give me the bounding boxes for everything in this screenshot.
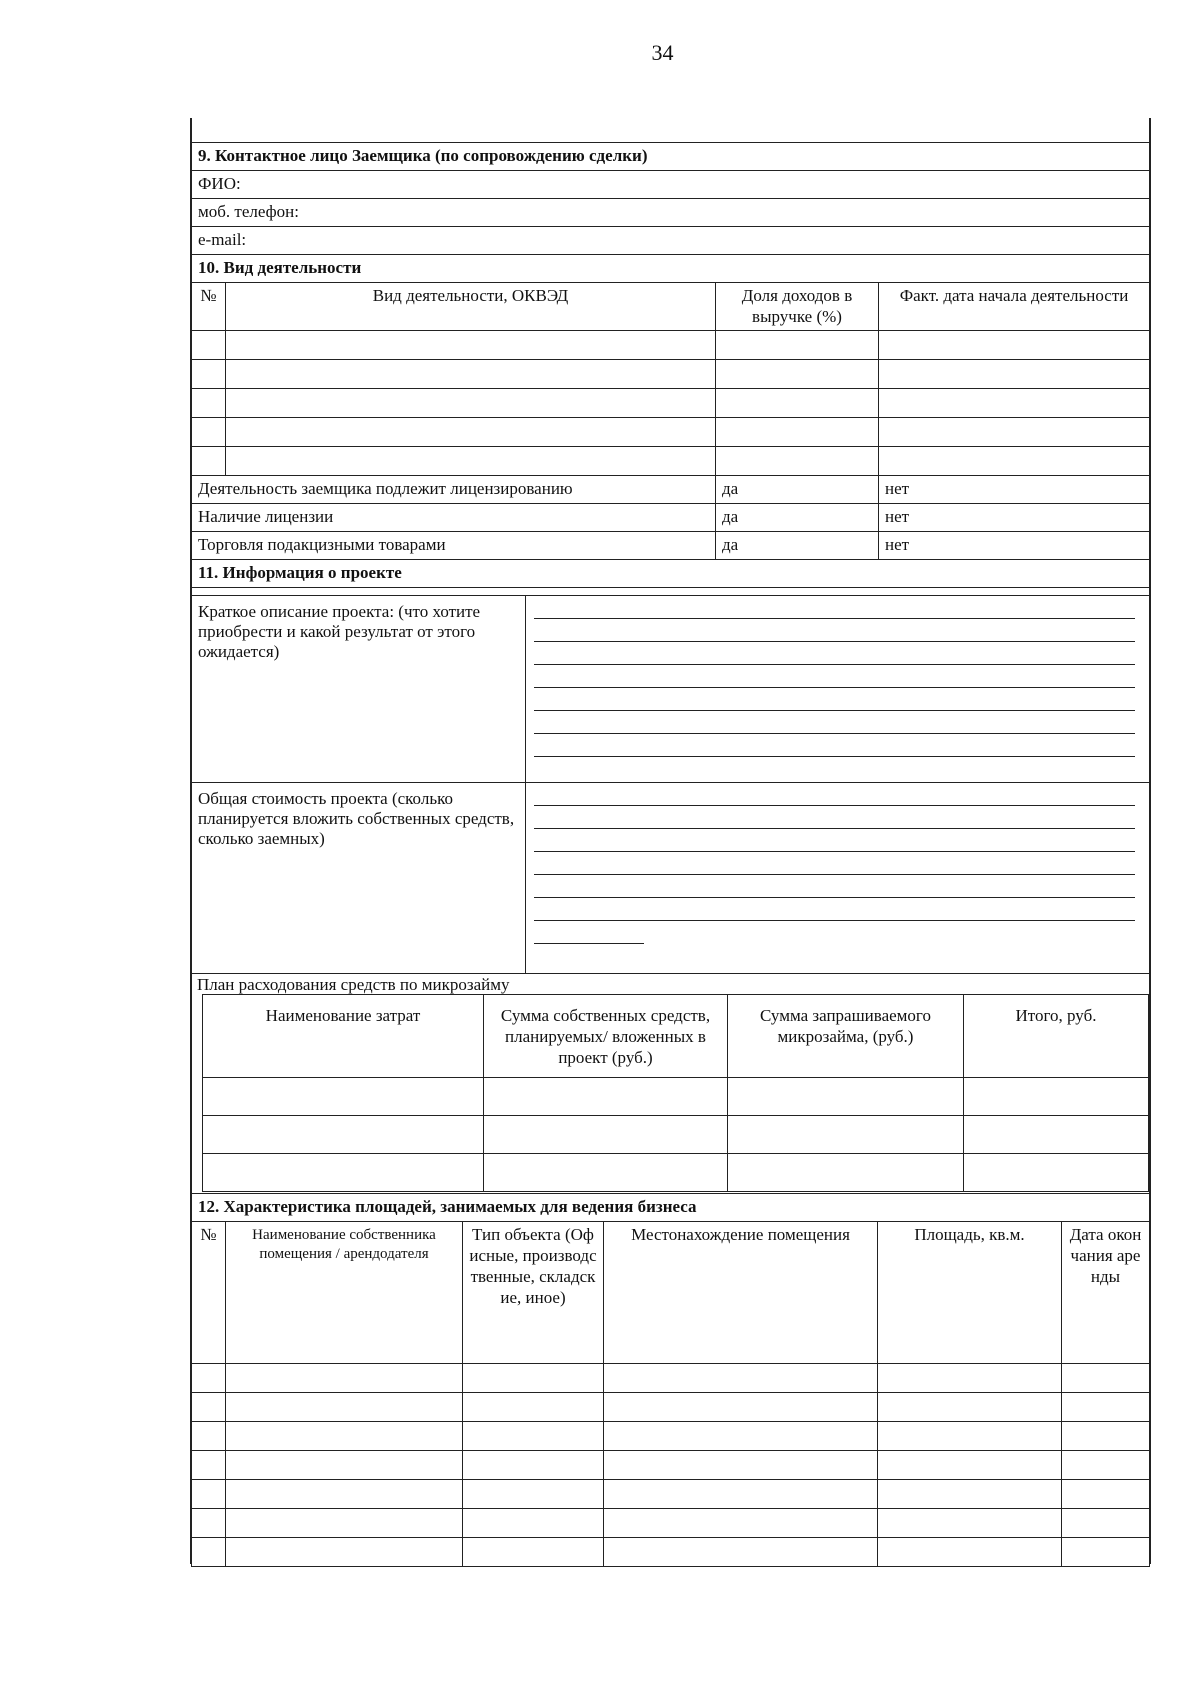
description-lines[interactable] <box>526 596 1150 783</box>
fill-line <box>534 851 1135 852</box>
section-9-title: 9. Контактное лицо Заемщика (по сопровождению сделки) <box>192 143 1150 171</box>
activity-row[interactable] <box>192 389 1150 418</box>
has-license-no[interactable]: нет <box>879 504 1150 532</box>
excise-no[interactable]: нет <box>879 532 1150 560</box>
fill-line <box>534 733 1135 734</box>
premises-header-location: Местонахождение помещения <box>604 1222 878 1364</box>
header-start-date: Факт. дата начала деятельности <box>879 283 1150 331</box>
fill-line <box>534 710 1135 711</box>
phone-field[interactable]: моб. телефон: <box>192 199 1150 227</box>
fill-line <box>534 756 1135 757</box>
premises-header-owner: Наименование собственника помещения / арендодателя <box>226 1222 463 1364</box>
fill-line <box>534 641 1135 642</box>
premises-row[interactable] <box>192 1393 1150 1422</box>
has-license-question: Наличие лицензии <box>192 504 716 532</box>
has-license-yes[interactable]: да <box>716 504 879 532</box>
plan-row[interactable] <box>203 1154 1149 1192</box>
excise-yes[interactable]: да <box>716 532 879 560</box>
fill-line <box>534 664 1135 665</box>
fill-line <box>534 618 1135 619</box>
email-field[interactable]: e-mail: <box>192 227 1150 255</box>
header-activity: Вид деятельности, ОКВЭД <box>226 283 716 331</box>
premises-header-num: № <box>192 1222 226 1364</box>
premises-header-type: Тип объекта (Офисные, производственные, складские, иное) <box>463 1222 604 1364</box>
fill-line <box>534 897 1135 898</box>
section-12-title: 12. Характеристика площадей, занимаемых для ведения бизнеса <box>192 1194 1150 1222</box>
activity-row[interactable] <box>192 447 1150 476</box>
plan-header-loan: Сумма запрашиваемого микрозайма, (руб.) <box>728 995 964 1078</box>
section-10-title: 10. Вид деятельности <box>192 255 1150 283</box>
activity-row[interactable] <box>192 360 1150 389</box>
header-num: № <box>192 283 226 331</box>
license-yes[interactable]: да <box>716 476 879 504</box>
cost-lines[interactable] <box>526 783 1150 974</box>
plan-title: План расходования средств по микрозайму <box>197 975 510 994</box>
license-no[interactable]: нет <box>879 476 1150 504</box>
plan-header-name: Наименование затрат <box>203 995 484 1078</box>
plan-header-own: Сумма собственных средств, планируемых/ вложенных в проект (руб.) <box>484 995 728 1078</box>
fio-field[interactable]: ФИО: <box>192 171 1150 199</box>
premises-row[interactable] <box>192 1364 1150 1393</box>
excise-question: Торговля подакцизными товарами <box>192 532 716 560</box>
premises-row[interactable] <box>192 1509 1150 1538</box>
header-share: Доля доходов в выручке (%) <box>716 283 879 331</box>
activity-row[interactable] <box>192 331 1150 360</box>
premises-row[interactable] <box>192 1451 1150 1480</box>
project-info-table <box>191 595 1150 974</box>
fill-line <box>534 943 644 944</box>
premises-row[interactable] <box>192 1538 1150 1567</box>
fill-line <box>534 828 1135 829</box>
activity-row[interactable] <box>192 418 1150 447</box>
section-11-title: 11. Информация о проекте <box>192 560 1150 588</box>
section-12-table <box>191 1193 1150 1567</box>
plan-table <box>202 994 1149 1192</box>
fill-line <box>534 805 1135 806</box>
page-number: 34 <box>651 40 674 65</box>
plan-row[interactable] <box>203 1116 1149 1154</box>
description-label: Краткое описание проекта: (что хотите приобрести и какой результат от этого ожидается) <box>192 596 526 783</box>
premises-header-area: Площадь, кв.м. <box>878 1222 1062 1364</box>
fill-line <box>534 874 1135 875</box>
fill-line <box>534 687 1135 688</box>
plan-row[interactable] <box>203 1078 1149 1116</box>
premises-header-lease-end: Дата окончания аренды <box>1062 1222 1150 1364</box>
plan-header-total: Итого, руб. <box>964 995 1149 1078</box>
cost-label: Общая стоимость проекта (сколько планируется вложить собственных средств, сколько заемных) <box>192 783 526 974</box>
premises-row[interactable] <box>192 1422 1150 1451</box>
section-9-10-table <box>191 142 1150 588</box>
license-question: Деятельность заемщика подлежит лицензированию <box>192 476 716 504</box>
premises-row[interactable] <box>192 1480 1150 1509</box>
fill-line <box>534 920 1135 921</box>
